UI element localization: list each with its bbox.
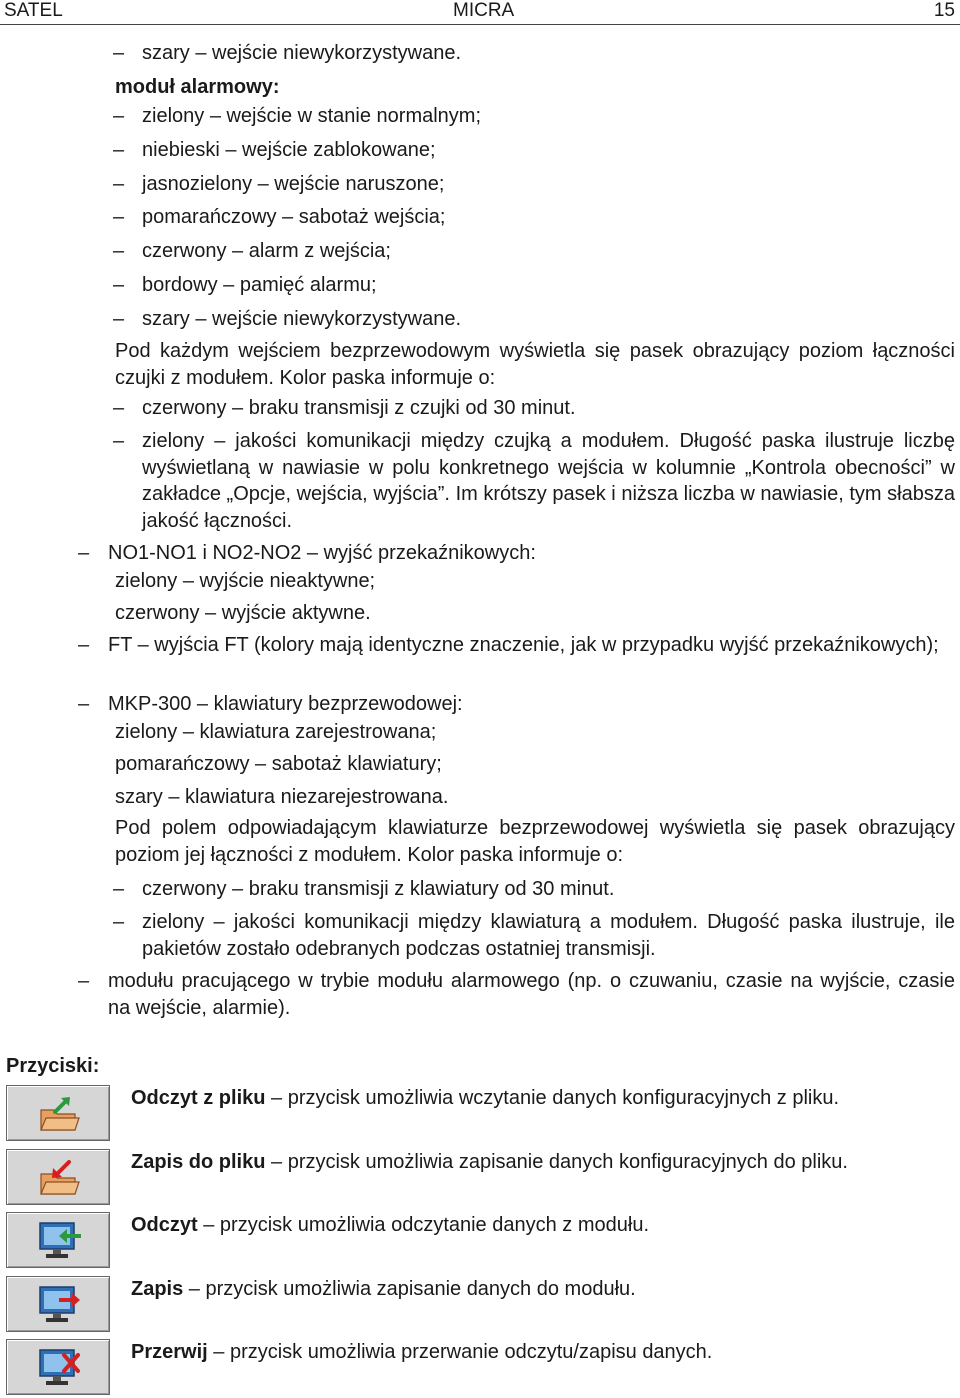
bullet-dash: – [113,42,125,64]
read-button[interactable] [6,1212,110,1268]
list-item: zielony – jakości komunikacji między klawiaturą a modułem. Długość paska ilustruje, ile pakietów zostało odebranych podczas ostatniej transmisji. [142,911,955,960]
button-name: Zapis do pliku [131,1151,266,1173]
list-item: szary – klawiatura niezarejestrowana. [115,786,449,808]
list-item: niebieski – wejście zablokowane; [142,139,436,161]
page-header [0,0,960,25]
list-item: czerwony – braku transmisji z klawiatury od 30 minut. [142,878,615,900]
bullet-dash: – [113,173,125,195]
button-description: – przycisk umożliwia zapisanie danych do modułu. [183,1278,636,1300]
section-heading: moduł alarmowy: [115,76,280,98]
save-to-file-description [131,1149,949,1176]
bullet-dash: – [78,542,90,564]
folder-save-icon [37,1156,81,1200]
button-description: – przycisk umożliwia odczytanie danych z modułu. [197,1214,649,1236]
button-name: Odczyt z pliku [131,1087,266,1109]
header-product: MICRA [453,0,515,21]
button-description: – przycisk umożliwia zapisanie danych konfiguracyjnych do pliku. [265,1151,848,1173]
abort-button[interactable] [6,1339,110,1395]
read-description [131,1212,649,1238]
abort-description [131,1339,712,1365]
list-item: szary – wejście niewykorzystywane. [142,308,461,330]
buttons-heading: Przyciski: [6,1055,100,1077]
section-title: FT – wyjścia FT (kolory mają identyczne znaczenie, jak w przypadku wyjść przekaźnikowych); [108,634,939,656]
keypad-signal-paragraph: Pod polem odpowiadającym klawiaturze bezprzewodowej wyświetla się pasek obrazujący poziom jej łączności z modułem. Kolor paska informuje o: [115,817,955,866]
bullet-dash: – [113,430,125,452]
monitor-abort-icon [37,1346,83,1390]
button-name: Przerwij [131,1341,208,1363]
header-company: SATEL [4,0,63,21]
bullet-dash: – [113,139,125,161]
monitor-read-icon [37,1219,83,1263]
list-item: zielony – wejście w stanie normalnym; [142,105,482,127]
header-page-number: 15 [933,0,955,21]
button-description: – przycisk umożliwia wczytanie danych konfiguracyjnych z pliku. [265,1087,840,1109]
list-item: szary – wejście niewykorzystywane. [142,42,461,64]
list-item: czerwony – braku transmisji z czujki od 30 minut. [142,397,576,419]
bullet-dash: – [113,878,125,900]
write-description [131,1276,636,1302]
write-button[interactable] [6,1276,110,1332]
read-from-file-button[interactable] [6,1085,110,1141]
save-to-file-button[interactable] [6,1149,110,1205]
bullet-dash: – [113,240,125,262]
list-item: zielony – wyjście nieaktywne; [115,570,376,592]
list-item: bordowy – pamięć alarmu; [142,274,377,296]
bullet-dash: – [113,308,125,330]
bullet-dash: – [113,274,125,296]
list-item: zielony – jakości komunikacji między czujką a modułem. Długość paska ilustruje liczbę wyświetlaną w nawiasie w polu konkretnego wejścia w kolumnie „Kontrola obecności” w zakładce „Opcje, wejścia, wyjścia”. Im krótszy pasek i niższa liczba w nawiasie, tym słabsza jakość łączności. [142,430,955,532]
bullet-dash: – [78,634,90,656]
button-name: Odczyt [131,1214,198,1236]
folder-open-icon [37,1092,81,1136]
list-item: czerwony – alarm z wejścia; [142,240,391,262]
section-title: MKP-300 – klawiatury bezprzewodowej: [108,693,463,715]
section-title: modułu pracującego w trybie modułu alarmowego (np. o czuwaniu, czasie na wyjście, czasie na wejście, alarmie). [108,970,955,1019]
bullet-dash: – [113,105,125,127]
list-item: pomarańczowy – sabotaż wejścia; [142,206,446,228]
list-item: pomarańczowy – sabotaż klawiatury; [115,753,442,775]
list-item: czerwony – wyjście aktywne. [115,602,371,624]
section-title: NO1-NO1 i NO2-NO2 – wyjść przekaźnikowych: [108,542,536,564]
bullet-dash: – [113,397,125,419]
bullet-dash: – [78,693,90,715]
bullet-dash: – [113,911,125,933]
monitor-write-icon [37,1283,83,1327]
button-name: Zapis [131,1278,184,1300]
read-from-file-description [131,1085,839,1111]
bullet-dash: – [78,970,90,992]
list-item: zielony – klawiatura zarejestrowana; [115,721,437,743]
list-item: jasnozielony – wejście naruszone; [142,173,445,195]
bullet-dash: – [113,206,125,228]
button-description: – przycisk umożliwia przerwanie odczytu/zapisu danych. [207,1341,713,1363]
signal-paragraph: Pod każdym wejściem bezprzewodowym wyświetla się pasek obrazujący poziom łączności czujki z modułem. Kolor paska informuje o: [115,340,955,389]
